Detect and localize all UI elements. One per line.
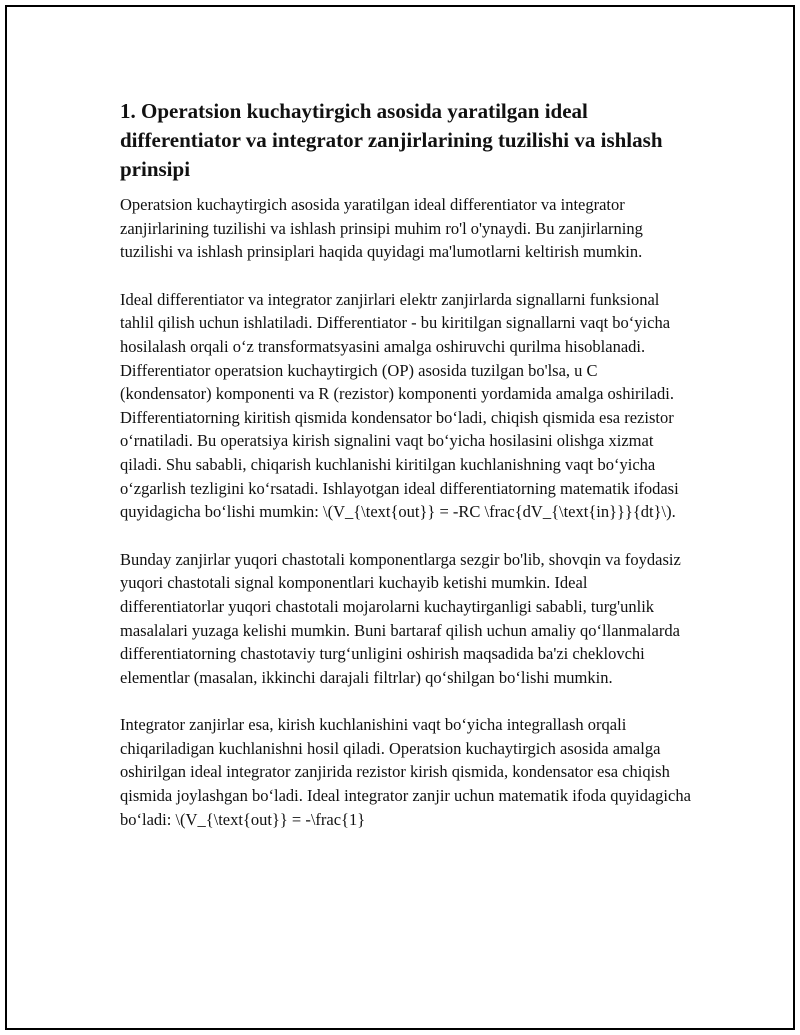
page-frame	[5, 5, 795, 1030]
paragraph-stability: Bunday zanjirlar yuqori chastotali komponentlarga sezgir bo'lib, shovqin va foydasiz yuqori chastotali signal komponentlari kuchayib ketishi mumkin. Ideal differentiatorlar yuqori chastotali mojarolarni kuchaytirganligi sababli, turg'unlik masalalari yuzaga kelishi mumkin. Buni bartaraf qilish uchun amaliy qo‘llanmalarda differentiatorning chastotaviy turg‘unligini oshirish maqsadida ba'zi cheklovchi elementlar (masalan, ikkinchi darajali filtrlar) qo‘shilgan bo‘lishi mumkin.	[120, 549, 681, 687]
paragraph-intro: Operatsion kuchaytirgich asosida yaratilgan ideal differentiator va integrator zanjirlarining tuzilishi va ishlash prinsipi muhim ro'l o'ynaydi. Bu zanjirlarning tuzilishi va ishlash prinsiplari haqida quyidagi ma'lumotlarni keltirish mumkin.	[120, 195, 643, 262]
paragraph-integrator: Integrator zanjirlar esa, kirish kuchlanishini vaqt bo‘yicha integrallash orqali chiqariladigan kuchlanishni hosil qiladi. Operatsion kuchaytirgich asosida amalga oshirilgan ideal integrator zanjirida rezistor kirish qismida, kondensator esa chiqish qismida joylashgan bo‘ladi. Ideal integrator zanjir uchun matematik ifoda quyidagicha bo‘ladi: \(V_{\text{out}} = -\frac{1}	[120, 715, 691, 829]
document-title: 1. Operatsion kuchaytirgich asosida yaratilgan ideal differentiator va integrator zanjirlarining tuzilishi va ishlash prinsipi	[120, 99, 663, 181]
document-body	[120, 97, 692, 855]
paragraph-differentiator: Ideal differentiator va integrator zanjirlari elektr zanjirlarda signallarni funksional tahlil qilish uchun ishlatiladi. Differentiator - bu kiritilgan signallarni vaqt bo‘yicha hosilalash orqali o‘z transformatsyasini amalga oshiruvchi qurilma hisoblanadi. Differentiator operatsion kuchaytirgich (OP) asosida tuzilgan bo'lsa, u C (kondensator) komponenti va R (rezistor) komponenti yordamida amalga oshiriladi. Differentiatorning kiritish qismida kondensator bo‘ladi, chiqish qismida esa rezistor o‘rnatiladi. Bu operatsiya kirish signalini vaqt bo‘yicha hosilasini olishga xizmat qiladi. Shu sababli, chiqarish kuchlanishi kiritilgan kuchlanishning vaqt bo‘yicha o‘zgarlish tezligini ko‘rsatadi. Ishlayotgan ideal differentiatorning matematik ifodasi quyidagicha bo‘lishi mumkin: \(V_{\text{out}} = -RC \frac{dV_{\text{in}}}{dt}\).	[120, 289, 679, 522]
